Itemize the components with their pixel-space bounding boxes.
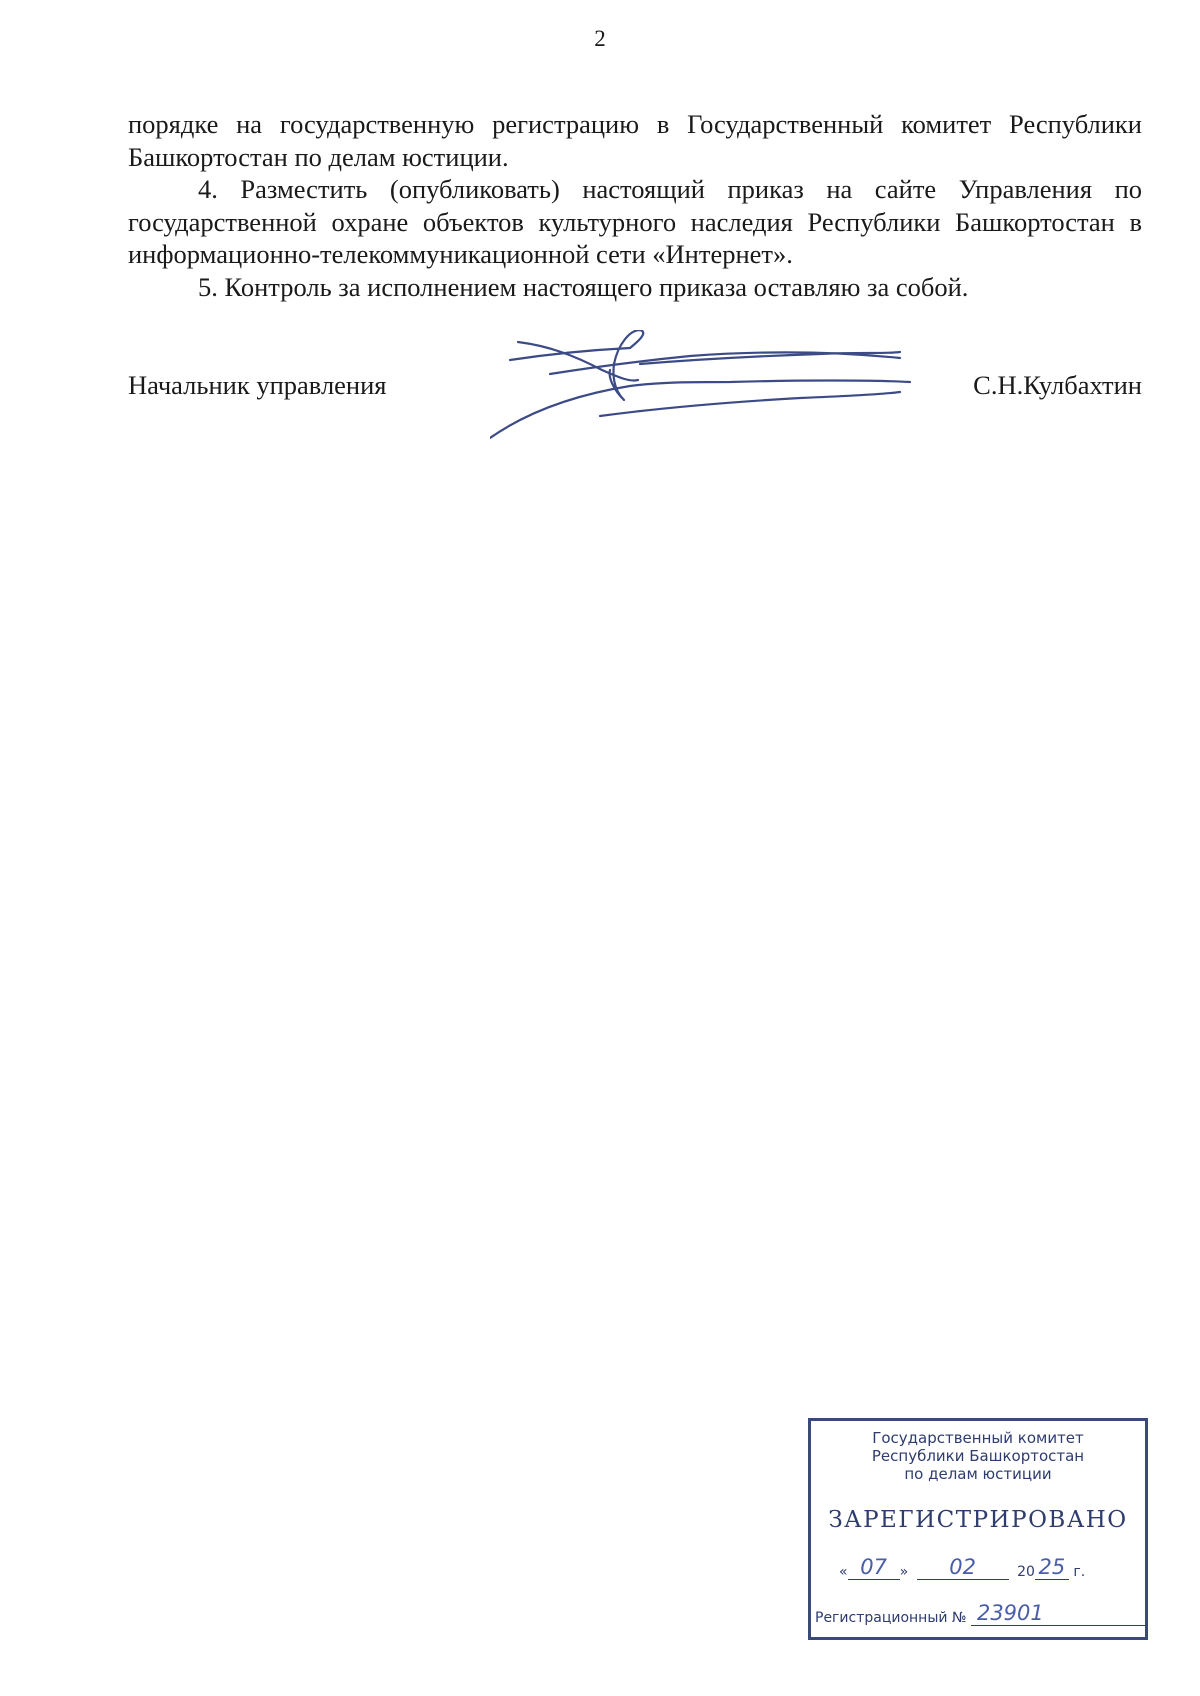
stamp-quote-open: « [839, 1564, 848, 1580]
stamp-registration [815, 1603, 1147, 1628]
stamp-organization [811, 1429, 1145, 1483]
document-body [128, 108, 1142, 303]
paragraph-item-5: 5. Контроль за исполнением настоящего приказа оставляю за собой. [198, 271, 969, 302]
stamp-date [839, 1557, 1085, 1582]
handwritten-signature [490, 330, 920, 440]
registration-stamp [808, 1418, 1148, 1640]
stamp-year-prefix: 20 [1017, 1564, 1035, 1580]
stamp-year-suffix: 25 [1035, 1555, 1069, 1580]
signatory-position: Начальник управления [128, 370, 387, 400]
stamp-year-unit: г. [1073, 1564, 1086, 1580]
paragraph-continuation: порядке на государственную регистрацию в Государственный комитет Республики Башкортостан по делам юстиции. [128, 109, 1142, 172]
stamp-day: 07 [848, 1555, 900, 1580]
stamp-org-line: Республики Башкортостан [871, 1447, 1085, 1465]
stamp-reg-label: Регистрационный № [815, 1610, 967, 1626]
stamp-status: ЗАРЕГИСТРИРОВАНО [828, 1507, 1128, 1533]
stamp-month: 02 [917, 1555, 1009, 1580]
stamp-quote-close: » [899, 1564, 909, 1580]
page-number: 2 [594, 26, 606, 51]
stamp-reg-number: 23901 [971, 1601, 1147, 1626]
stamp-org-line: Государственный комитет [872, 1429, 1084, 1447]
stamp-org-line: по делам юстиции [904, 1465, 1052, 1483]
paragraph-item-4: 4. Разместить (опубликовать) настоящий приказ на сайте Управления по государственной охране объектов культурного наследия Республики Башкортостан в информационно-телекоммуникационной сети «Интернет». [128, 174, 1142, 269]
signatory-name: С.Н.Кулбахтин [973, 370, 1142, 400]
